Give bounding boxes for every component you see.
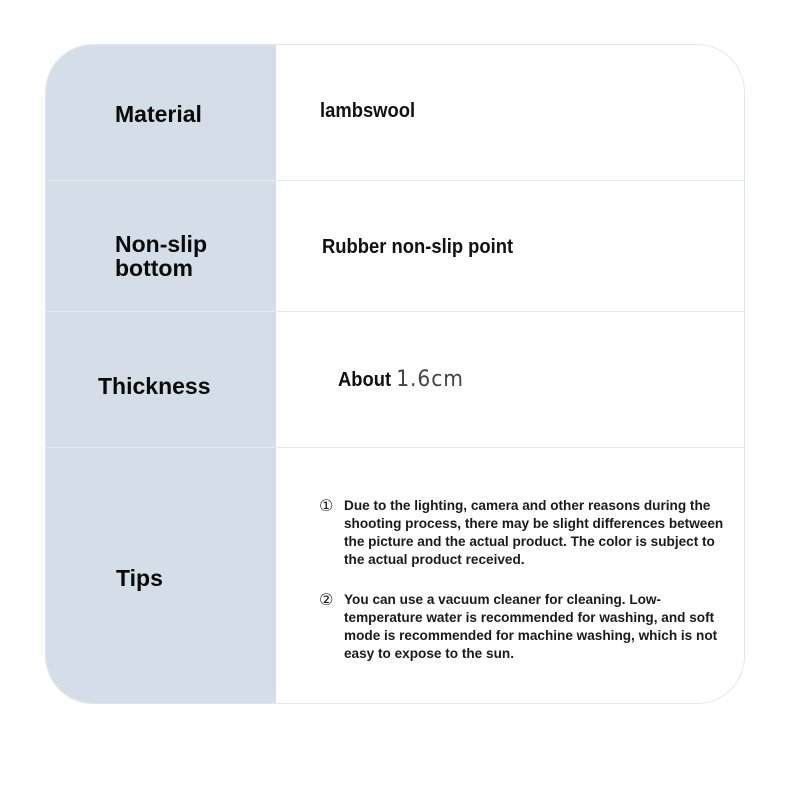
row-material — [46, 45, 744, 180]
row-tips — [46, 448, 744, 703]
bottom-label-line2: bottom — [115, 255, 193, 281]
tip-1-marker: ① — [319, 496, 334, 515]
row-tips-value-cell — [277, 448, 744, 703]
tip-2-text: You can use a vacuum cleaner for cleaning. Low-temperature water is recommended for washing, and soft mode is recommended for machine washing, which is not easy to expose to the sun. — [344, 592, 718, 661]
row-thickness-label-cell — [46, 312, 276, 447]
tips-label: Tips — [116, 565, 163, 591]
spec-table-card — [45, 44, 745, 704]
row-tips-label-cell — [46, 448, 276, 703]
row-thickness — [46, 312, 744, 447]
bottom-value: Rubber non-slip point — [322, 236, 514, 258]
tip-2-marker: ② — [319, 590, 334, 609]
thickness-label: Thickness — [98, 373, 211, 399]
thickness-prefix: About — [338, 369, 392, 391]
material-label: Material — [115, 101, 202, 127]
tip-1-text: Due to the lighting, camera and other reasons during the shooting process, there may be slight differences between the picture and the actual product. The color is subject to the actual product received. — [344, 498, 724, 567]
row-bottom-value-cell — [277, 181, 744, 311]
bottom-label-line1: Non-slip — [115, 231, 207, 257]
material-value: lambswool — [320, 100, 416, 122]
row-material-value-cell — [277, 45, 744, 180]
row-bottom-label-cell — [46, 181, 276, 311]
thickness-value — [338, 367, 464, 392]
row-thickness-value-cell — [277, 312, 744, 447]
row-bottom — [46, 181, 744, 311]
thickness-number: 1.6cm — [396, 367, 464, 392]
row-material-label-cell — [46, 45, 276, 180]
